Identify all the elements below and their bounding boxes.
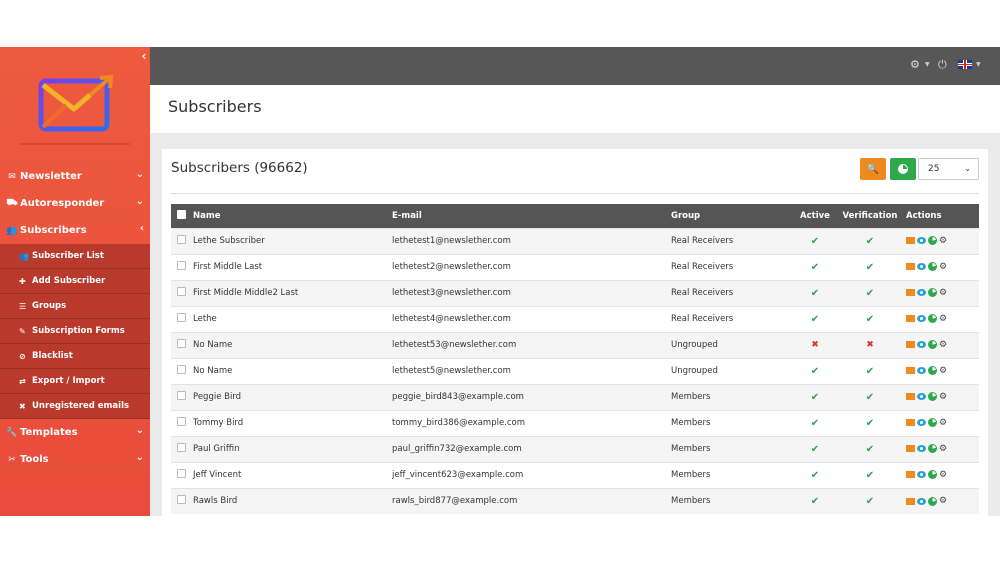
sidebar-subitem-subscriber-list[interactable] <box>0 244 150 269</box>
active-cell <box>790 306 840 332</box>
sidebar-item-tools[interactable] <box>0 446 150 473</box>
subscriber-group: Members <box>669 410 790 436</box>
verification-status-icon[interactable]: ✔ <box>865 495 875 507</box>
subscriber-name[interactable]: No Name <box>191 332 390 358</box>
subscriber-group: Members <box>669 384 790 410</box>
table-row[interactable] <box>171 358 979 384</box>
panel-title: Subscribers (96662) <box>171 160 308 176</box>
view-icon[interactable] <box>917 445 926 452</box>
active-cell <box>790 436 840 462</box>
table-row[interactable] <box>171 384 979 410</box>
row-checkbox[interactable] <box>177 469 186 478</box>
verification-cell <box>840 332 900 358</box>
row-checkbox[interactable] <box>177 235 186 244</box>
wrench-icon: 🔧 <box>6 427 18 438</box>
active-status-icon[interactable]: ✖ <box>811 340 819 350</box>
row-checkbox[interactable] <box>177 391 186 400</box>
chevron-down-icon: ⌄ <box>135 196 144 207</box>
verification-status-icon[interactable]: ✔ <box>865 365 875 377</box>
subscriber-group: Members <box>669 488 790 514</box>
subscriber-email: lethetest2@newslether.com <box>390 254 669 280</box>
row-select-cell <box>171 384 191 410</box>
active-cell <box>790 358 840 384</box>
subscriber-email: lethetest5@newslether.com <box>390 358 669 384</box>
stats-icon[interactable] <box>928 418 937 427</box>
subscriber-name[interactable]: Jeff Vincent <box>191 462 390 488</box>
subscribers-submenu <box>0 244 150 419</box>
table-row[interactable] <box>171 488 979 514</box>
subitem-label: Groups <box>32 301 67 311</box>
subscribers-panel <box>162 149 988 516</box>
sidebar-item-label: Newsletter <box>20 171 82 182</box>
verification-status-icon[interactable]: ✔ <box>865 443 875 455</box>
col-name[interactable]: Name <box>191 204 390 228</box>
row-select-cell <box>171 280 191 306</box>
chevron-down-icon: ⌄ <box>135 452 144 463</box>
stats-icon[interactable] <box>928 497 937 506</box>
send-mail-icon[interactable] <box>906 341 915 348</box>
row-checkbox[interactable] <box>177 261 186 270</box>
subscriber-email: lethetest4@newslether.com <box>390 306 669 332</box>
topbar <box>150 47 1000 85</box>
table-row[interactable] <box>171 436 979 462</box>
table-header-row <box>171 204 979 228</box>
send-mail-icon[interactable] <box>906 289 915 296</box>
row-checkbox[interactable] <box>177 495 186 504</box>
actions-cell <box>900 358 979 384</box>
subscriber-name[interactable]: Peggie Bird <box>191 384 390 410</box>
col-actions: Actions <box>900 204 979 228</box>
chevron-down-icon: ⌄ <box>135 169 144 180</box>
active-cell <box>790 332 840 358</box>
sidebar-item-label: Autoresponder <box>20 198 105 209</box>
row-select-cell <box>171 358 191 384</box>
panel-divider <box>171 193 979 194</box>
subscriber-group: Members <box>669 462 790 488</box>
subscriber-group: Real Receivers <box>669 228 790 254</box>
select-all-checkbox[interactable] <box>177 210 186 219</box>
stats-icon[interactable] <box>928 236 937 245</box>
subscriber-group: Ungrouped <box>669 358 790 384</box>
gear-icon[interactable]: ⚙ <box>939 391 948 402</box>
subscriber-name[interactable]: First Middle Middle2 Last <box>191 280 390 306</box>
stats-icon[interactable] <box>928 392 937 401</box>
verification-cell <box>840 306 900 332</box>
verification-cell <box>840 384 900 410</box>
settings-gear-icon[interactable]: ⚙ <box>910 58 920 71</box>
sidebar-item-label: Templates <box>20 427 78 438</box>
view-icon[interactable] <box>917 367 926 374</box>
subscriber-email: lethetest53@newslether.com <box>390 332 669 358</box>
actions-cell <box>900 254 979 280</box>
verification-status-icon[interactable]: ✔ <box>865 313 875 325</box>
active-cell <box>790 410 840 436</box>
tools-icon: ✂ <box>8 454 16 465</box>
stats-icon[interactable] <box>928 444 937 453</box>
gear-icon[interactable]: ⚙ <box>939 417 948 428</box>
verification-status-icon[interactable]: ✔ <box>865 469 875 481</box>
send-mail-icon[interactable] <box>906 237 915 244</box>
active-status-icon[interactable]: ✔ <box>810 469 820 481</box>
row-select-cell <box>171 254 191 280</box>
actions-cell <box>900 306 979 332</box>
uk-flag-icon[interactable] <box>958 60 972 69</box>
row-checkbox[interactable] <box>177 443 186 452</box>
active-cell <box>790 488 840 514</box>
subitem-label: Unregistered emails <box>32 401 130 411</box>
subscriber-email: rawls_bird877@example.com <box>390 488 669 514</box>
subscriber-email: paul_griffin732@example.com <box>390 436 669 462</box>
verification-status-icon[interactable]: ✔ <box>865 261 875 273</box>
view-icon[interactable] <box>917 471 926 478</box>
actions-cell <box>900 332 979 358</box>
table-row[interactable] <box>171 254 979 280</box>
caret-down-icon: ▼ <box>925 61 930 68</box>
stats-icon[interactable] <box>928 340 937 349</box>
stats-icon[interactable] <box>928 366 937 375</box>
sidebar-subitem-groups[interactable] <box>0 294 150 319</box>
envelope-icon: ✉ <box>8 171 16 182</box>
subitem-label: Subscription Forms <box>32 326 125 336</box>
row-select-cell <box>171 462 191 488</box>
verification-cell <box>840 228 900 254</box>
view-icon[interactable] <box>917 263 926 270</box>
table-row[interactable] <box>171 332 979 358</box>
subscriber-email: peggie_bird843@example.com <box>390 384 669 410</box>
sidebar-subitem-blacklist[interactable] <box>0 344 150 369</box>
send-mail-icon[interactable] <box>906 315 915 322</box>
send-mail-icon[interactable] <box>906 393 915 400</box>
gear-icon[interactable]: ⚙ <box>939 313 948 324</box>
chevron-down-icon: ⌄ <box>135 425 144 436</box>
send-mail-icon[interactable] <box>906 263 915 270</box>
subscriber-group: Real Receivers <box>669 306 790 332</box>
verification-cell <box>840 254 900 280</box>
row-select-cell <box>171 488 191 514</box>
active-status-icon[interactable]: ✔ <box>810 313 820 325</box>
verification-cell <box>840 462 900 488</box>
active-status-icon[interactable]: ✔ <box>810 417 820 429</box>
subitem-label: Add Subscriber <box>32 276 106 286</box>
stats-icon[interactable] <box>928 314 937 323</box>
edit-icon: ✎ <box>19 326 26 336</box>
row-checkbox[interactable] <box>177 339 186 348</box>
row-select-cell <box>171 436 191 462</box>
row-checkbox[interactable] <box>177 287 186 296</box>
actions-cell <box>900 488 979 514</box>
table-row[interactable] <box>171 306 979 332</box>
active-status-icon[interactable]: ✔ <box>810 287 820 299</box>
view-icon[interactable] <box>917 419 926 426</box>
sidebar <box>0 47 150 516</box>
actions-cell <box>900 462 979 488</box>
view-icon[interactable] <box>917 289 926 296</box>
active-status-icon[interactable]: ✔ <box>810 443 820 455</box>
search-button[interactable] <box>860 158 886 180</box>
page-size-value: 25 <box>928 164 940 174</box>
verification-cell <box>840 280 900 306</box>
gear-icon[interactable]: ⚙ <box>939 261 948 272</box>
plus-icon: ✚ <box>19 276 26 286</box>
subscriber-group: Members <box>669 436 790 462</box>
gear-icon[interactable]: ⚙ <box>939 443 948 454</box>
active-cell <box>790 280 840 306</box>
subscriber-email: tommy_bird386@example.com <box>390 410 669 436</box>
subitem-label: Export / Import <box>32 376 105 386</box>
row-checkbox[interactable] <box>177 313 186 322</box>
active-status-icon[interactable]: ✔ <box>810 261 820 273</box>
col-active[interactable]: Active <box>790 204 840 228</box>
stats-icon[interactable] <box>928 262 937 271</box>
active-status-icon[interactable]: ✔ <box>810 391 820 403</box>
gear-icon[interactable]: ⚙ <box>939 339 948 350</box>
row-select-cell <box>171 306 191 332</box>
subitem-label: Subscriber List <box>32 251 104 261</box>
sidebar-collapse-button[interactable]: ‹ <box>141 49 147 63</box>
subscriber-group: Real Receivers <box>669 254 790 280</box>
sidebar-subitem-add-subscriber[interactable] <box>0 269 150 294</box>
send-mail-icon[interactable] <box>906 367 915 374</box>
table-row[interactable] <box>171 228 979 254</box>
chevron-left-icon: ‹ <box>139 223 144 234</box>
active-cell <box>790 228 840 254</box>
subscriber-email: jeff_vincent623@example.com <box>390 462 669 488</box>
send-mail-icon[interactable] <box>906 445 915 452</box>
stats-icon[interactable] <box>928 288 937 297</box>
col-group[interactable]: Group <box>669 204 790 228</box>
users-icon: 👥 <box>19 251 29 261</box>
subscriber-name[interactable]: Lethe Subscriber <box>191 228 390 254</box>
ban-icon: ⊘ <box>19 351 26 361</box>
page-size-select[interactable] <box>918 158 979 180</box>
users-icon: 👥 <box>6 225 18 236</box>
subscriber-group: Ungrouped <box>669 332 790 358</box>
sidebar-subitem-subscription-forms[interactable] <box>0 319 150 344</box>
subitem-label: Blacklist <box>32 351 73 361</box>
user-times-icon: ✖ <box>19 401 26 411</box>
page-header <box>150 85 1000 133</box>
table-row[interactable] <box>171 462 979 488</box>
subscriber-name[interactable]: Tommy Bird <box>191 410 390 436</box>
subscriber-name[interactable]: Rawls Bird <box>191 488 390 514</box>
chevron-down-icon: ⌄ <box>964 164 971 173</box>
view-icon[interactable] <box>917 341 926 348</box>
gear-icon[interactable]: ⚙ <box>939 287 948 298</box>
send-mail-icon[interactable] <box>906 498 915 505</box>
sidebar-subitem-unregistered-emails[interactable] <box>0 394 150 419</box>
actions-cell <box>900 228 979 254</box>
verification-status-icon[interactable]: ✔ <box>865 417 875 429</box>
gear-icon[interactable]: ⚙ <box>939 235 948 246</box>
row-select-cell <box>171 410 191 436</box>
app-logo <box>38 75 114 135</box>
main-content <box>150 133 1000 516</box>
actions-cell <box>900 410 979 436</box>
power-icon[interactable]: ⏻ <box>938 58 947 71</box>
truck-icon: ⛟ <box>6 198 18 208</box>
sidebar-item-templates[interactable] <box>0 419 150 446</box>
stats-icon[interactable] <box>928 470 937 479</box>
sidebar-subitem-export-import[interactable] <box>0 369 150 394</box>
row-checkbox[interactable] <box>177 365 186 374</box>
gear-icon[interactable]: ⚙ <box>939 469 948 480</box>
subscriber-name[interactable]: Paul Griffin <box>191 436 390 462</box>
sidebar-item-subscribers[interactable] <box>0 217 150 244</box>
verification-status-icon[interactable]: ✔ <box>865 287 875 299</box>
gear-icon[interactable]: ⚙ <box>939 496 948 506</box>
actions-cell <box>900 384 979 410</box>
list-icon: ☰ <box>19 301 27 311</box>
verification-status-icon[interactable]: ✖ <box>866 340 874 350</box>
subscriber-email: lethetest1@newslether.com <box>390 228 669 254</box>
view-icon[interactable] <box>917 237 926 244</box>
verification-status-icon[interactable]: ✔ <box>865 235 875 247</box>
subscriber-name[interactable]: No Name <box>191 358 390 384</box>
pie-chart-icon <box>898 164 908 174</box>
sidebar-nav <box>0 163 150 473</box>
subscriber-email: lethetest3@newslether.com <box>390 280 669 306</box>
active-cell <box>790 254 840 280</box>
table-row[interactable] <box>171 280 979 306</box>
caret-down-icon: ▼ <box>976 61 981 68</box>
actions-cell <box>900 280 979 306</box>
sidebar-item-newsletter[interactable] <box>0 163 150 190</box>
active-status-icon[interactable]: ✔ <box>810 235 820 247</box>
row-select-cell <box>171 332 191 358</box>
table-row[interactable] <box>171 410 979 436</box>
send-mail-icon[interactable] <box>906 471 915 478</box>
select-all-cell <box>171 204 191 228</box>
col-email[interactable]: E-mail <box>390 204 669 228</box>
verification-cell <box>840 410 900 436</box>
view-icon[interactable] <box>917 498 926 505</box>
row-checkbox[interactable] <box>177 417 186 426</box>
view-icon[interactable] <box>917 315 926 322</box>
sidebar-item-label: Subscribers <box>20 225 87 236</box>
search-icon: 🔍 <box>866 163 880 175</box>
app-window <box>0 47 1000 516</box>
subscriber-group: Real Receivers <box>669 280 790 306</box>
subscribers-table <box>171 204 979 514</box>
view-icon[interactable] <box>917 393 926 400</box>
send-mail-icon[interactable] <box>906 419 915 426</box>
active-status-icon[interactable]: ✔ <box>810 365 820 377</box>
verification-status-icon[interactable]: ✔ <box>865 391 875 403</box>
logo-divider <box>20 143 130 145</box>
gear-icon[interactable]: ⚙ <box>939 365 948 376</box>
verification-cell <box>840 358 900 384</box>
verification-cell <box>840 436 900 462</box>
verification-cell <box>840 488 900 514</box>
active-status-icon[interactable]: ✔ <box>810 495 820 507</box>
sidebar-item-label: Tools <box>20 454 49 465</box>
subscriber-name[interactable]: First Middle Last <box>191 254 390 280</box>
actions-cell <box>900 436 979 462</box>
row-select-cell <box>171 228 191 254</box>
exchange-icon: ⇄ <box>19 376 26 386</box>
subscriber-name[interactable]: Lethe <box>191 306 390 332</box>
active-cell <box>790 384 840 410</box>
page-title: Subscribers <box>168 97 262 116</box>
col-verification[interactable]: Verification <box>840 204 900 228</box>
stats-button[interactable] <box>890 158 916 180</box>
sidebar-item-autoresponder[interactable] <box>0 190 150 217</box>
active-cell <box>790 462 840 488</box>
